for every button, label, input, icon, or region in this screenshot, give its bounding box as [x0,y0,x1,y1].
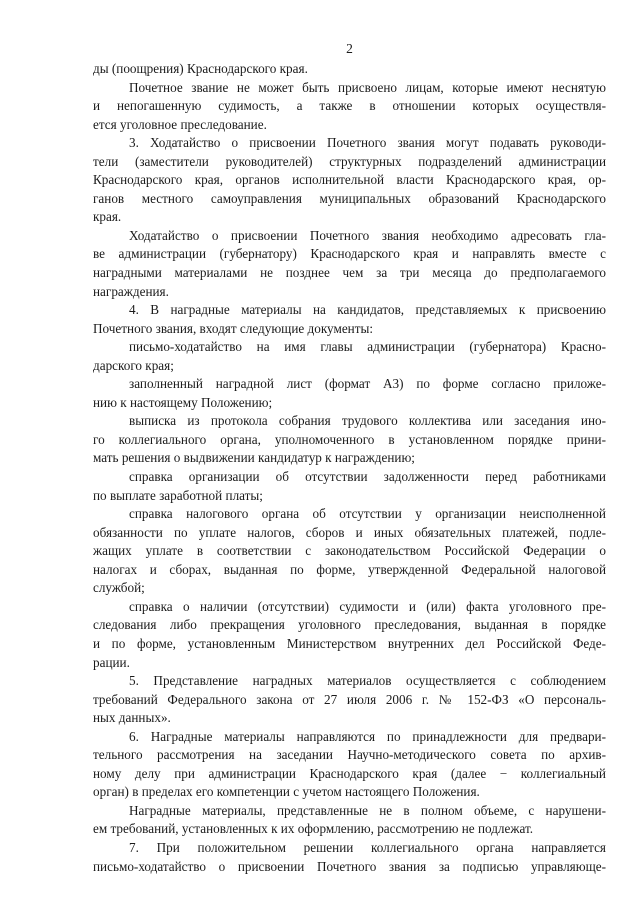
text-line: тели (заместители руководителей) структурных подразделений администрации [93,153,606,169]
text-line: 5. Представление наградных материалов осуществляется с соблюдением [129,673,606,689]
text-line: выписка из протокола собрания трудового коллектива или заседания ино- [129,413,606,429]
text-line: Ходатайство о присвоении Почетного звания необходимо адресовать гла- [129,227,606,243]
text-line: ных данных». [93,710,171,726]
text-line: требований Федерального закона от 27 июля 2006 г. № 152-ФЗ «О персональ- [93,691,606,707]
text-line: 6. Наградные материалы направляются по принадлежности для предвари- [129,728,606,744]
paragraph [93,227,606,301]
paragraph [93,802,606,839]
text-line: го коллегиального органа, уполномоченного в установленном порядке прини- [93,431,606,447]
text-line: мать решения о выдвижении кандидатур к награждению; [93,450,415,466]
text-line: следования либо прекращения уголовного преследования, выданная в порядке [93,617,606,633]
text-line: обязанности по уплате налогов, сборов и иных обязательных платежей, подле- [93,524,606,540]
text-line: справка организации об отсутствии задолженности перед работниками [129,469,606,485]
paragraph [93,301,606,338]
paragraph [93,505,606,598]
text-line: Почетного звания, входят следующие документы: [93,320,374,336]
text-line: и непогашенную судимость, а также в отношении которых осуществля- [93,98,606,114]
text-line: письмо-ходатайство на имя главы администрации (губернатора) Красно- [129,339,606,355]
text-line: справка налогового органа об отсутствии у организации неисполненной [129,506,606,522]
text-line: и по форме, установленным Министерством внутренних дел Российской Феде- [93,635,606,651]
paragraph [93,468,606,505]
text-line: 7. При положительном решении коллегиального органа направляется [129,839,606,855]
text-line: дарского края; [93,357,174,373]
paragraph [93,60,606,79]
text-line: Краснодарского края, органов исполнительной власти Краснодарского края, ор- [93,172,606,188]
text-line: письмо-ходатайство о присвоении Почетного звания за подписью управляюще- [93,858,606,874]
page-number: 2 [346,41,353,56]
text-line: рации. [93,654,130,670]
paragraph [93,598,606,672]
paragraph [93,728,606,802]
paragraph [93,79,606,135]
text-line: 4. В наградные материалы на кандидатов, представляемых к присвоению [129,302,606,318]
document-body [93,60,606,876]
text-line: 3. Ходатайство о присвоении Почетного звания могут подавать руководи- [129,135,606,151]
text-line: ды (поощрения) Краснодарского края. [93,61,308,76]
text-line: службой; [93,580,145,596]
text-line: заполненный наградной лист (формат А3) по форме согласно приложе- [129,376,606,392]
text-line: ному делу при администрации Краснодарского края (далее − коллегиальный [93,765,606,781]
paragraph [93,338,606,375]
text-line: по выплате заработной платы; [93,487,263,503]
text-line: нию к настоящему Положению; [93,394,273,410]
text-line: налогах и сборах, выданная по форме, утвержденной Федеральной налоговой [93,561,606,577]
text-line: Наградные материалы, представленные не в полном объеме, с нарушени- [129,802,606,818]
text-line: ем требований, установленных к их оформлению, рассмотрению не подлежат. [93,821,534,837]
paragraph [93,839,606,876]
text-line: жащих уплате в соответствии с законодательством Российской Федерации о [93,543,606,559]
text-line: справка о наличии (отсутствии) судимости и (или) факта уголовного пре- [129,598,606,614]
text-line: края. [93,209,122,225]
paragraph [93,412,606,468]
text-line: тельного рассмотрения на заседании Научно-методического совета по архив- [93,747,606,763]
text-line: Почетное звание не может быть присвоено лицам, которые имеют неснятую [129,79,606,95]
text-line: ется уголовное преследование. [93,116,267,132]
text-line: наградными материалами не позднее чем за три месяца до предполагаемого [93,265,606,281]
paragraph [93,134,606,227]
text-line: орган) в пределах его компетенции с учетом настоящего Положения. [93,784,480,800]
text-line: ве администрации (губернатору) Краснодарского края и направлять вместе с [93,246,606,262]
paragraph [93,375,606,412]
text-line: награждения. [93,283,169,299]
paragraph [93,672,606,728]
text-line: ганов местного самоуправления муниципальных образований Краснодарского [93,190,606,206]
